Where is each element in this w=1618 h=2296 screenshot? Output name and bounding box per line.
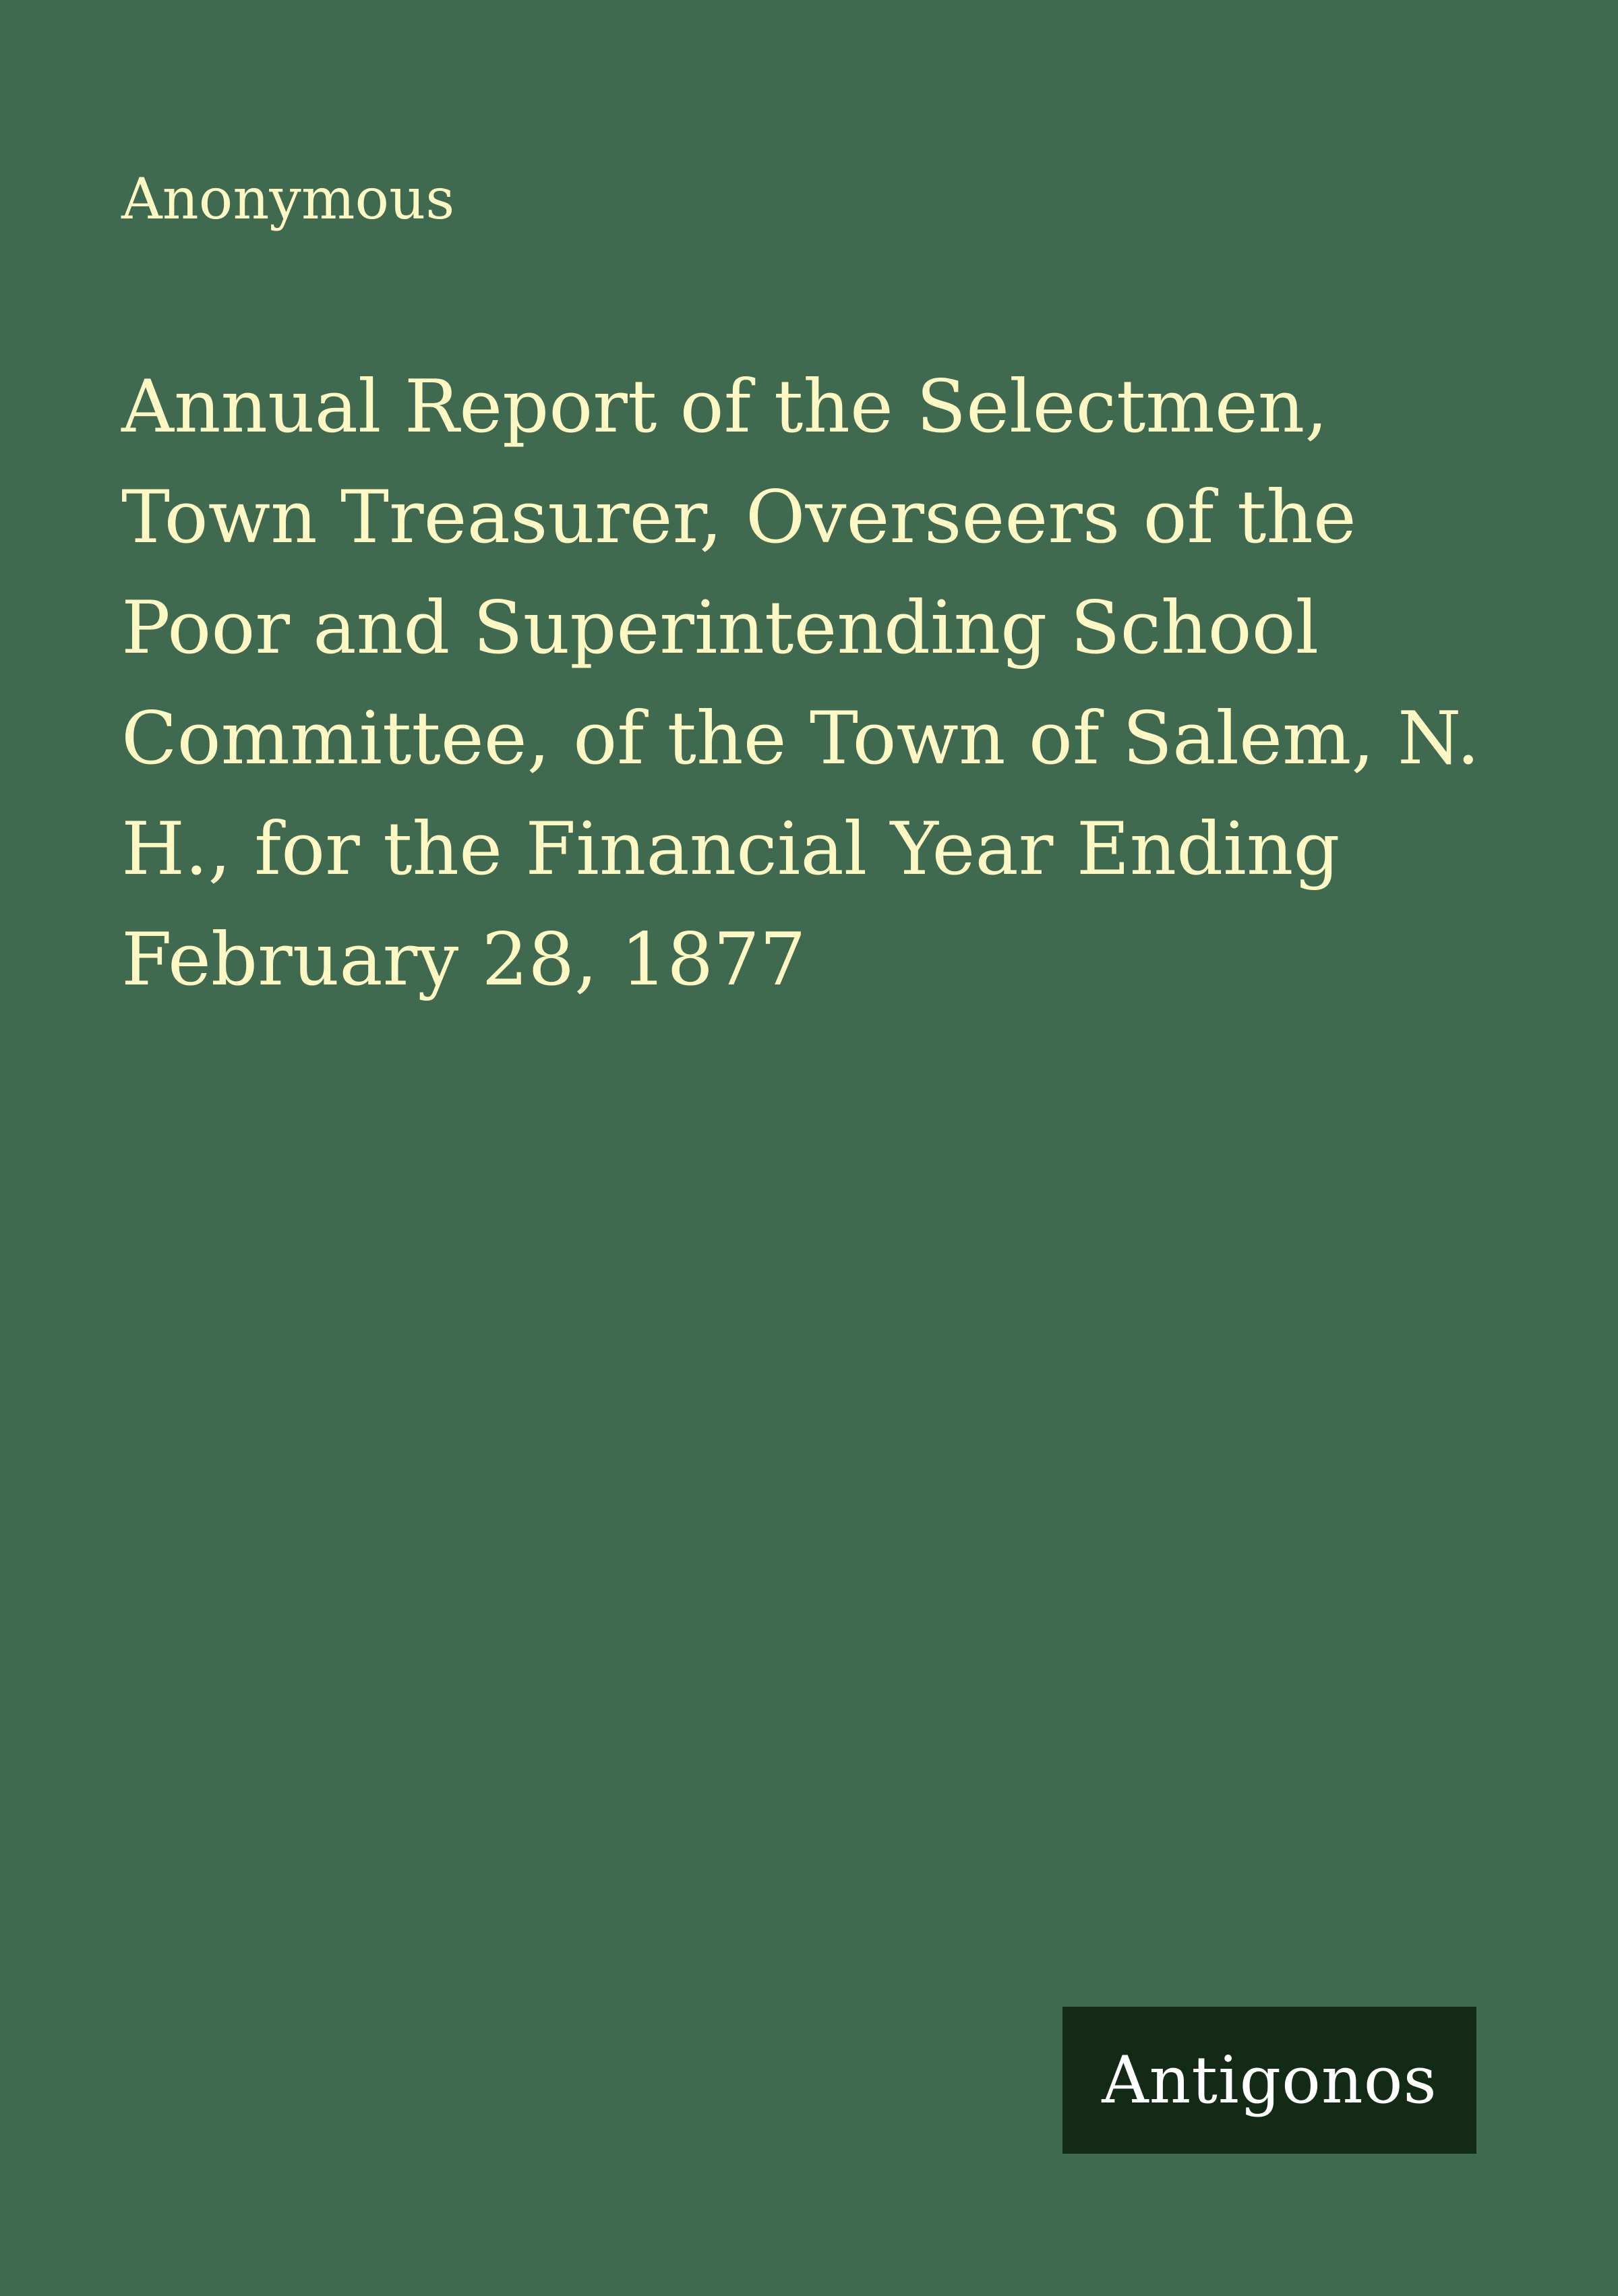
- author-name: Anonymous: [121, 166, 455, 232]
- title-line: Committee, of the Town of Salem, N.: [121, 697, 1480, 781]
- title-line: Annual Report of the Selectmen,: [121, 365, 1328, 449]
- publisher-name: Antigonos: [1102, 2042, 1437, 2118]
- title-line: H., for the Financial Year Ending: [121, 807, 1340, 891]
- title-line: February 28, 1877: [121, 918, 806, 1002]
- book-title: [121, 352, 1510, 1015]
- title-line: Poor and Superintending School: [121, 586, 1319, 670]
- title-line: Town Treasurer, Overseers of the: [121, 475, 1356, 560]
- publisher-logo: [1062, 2007, 1476, 2154]
